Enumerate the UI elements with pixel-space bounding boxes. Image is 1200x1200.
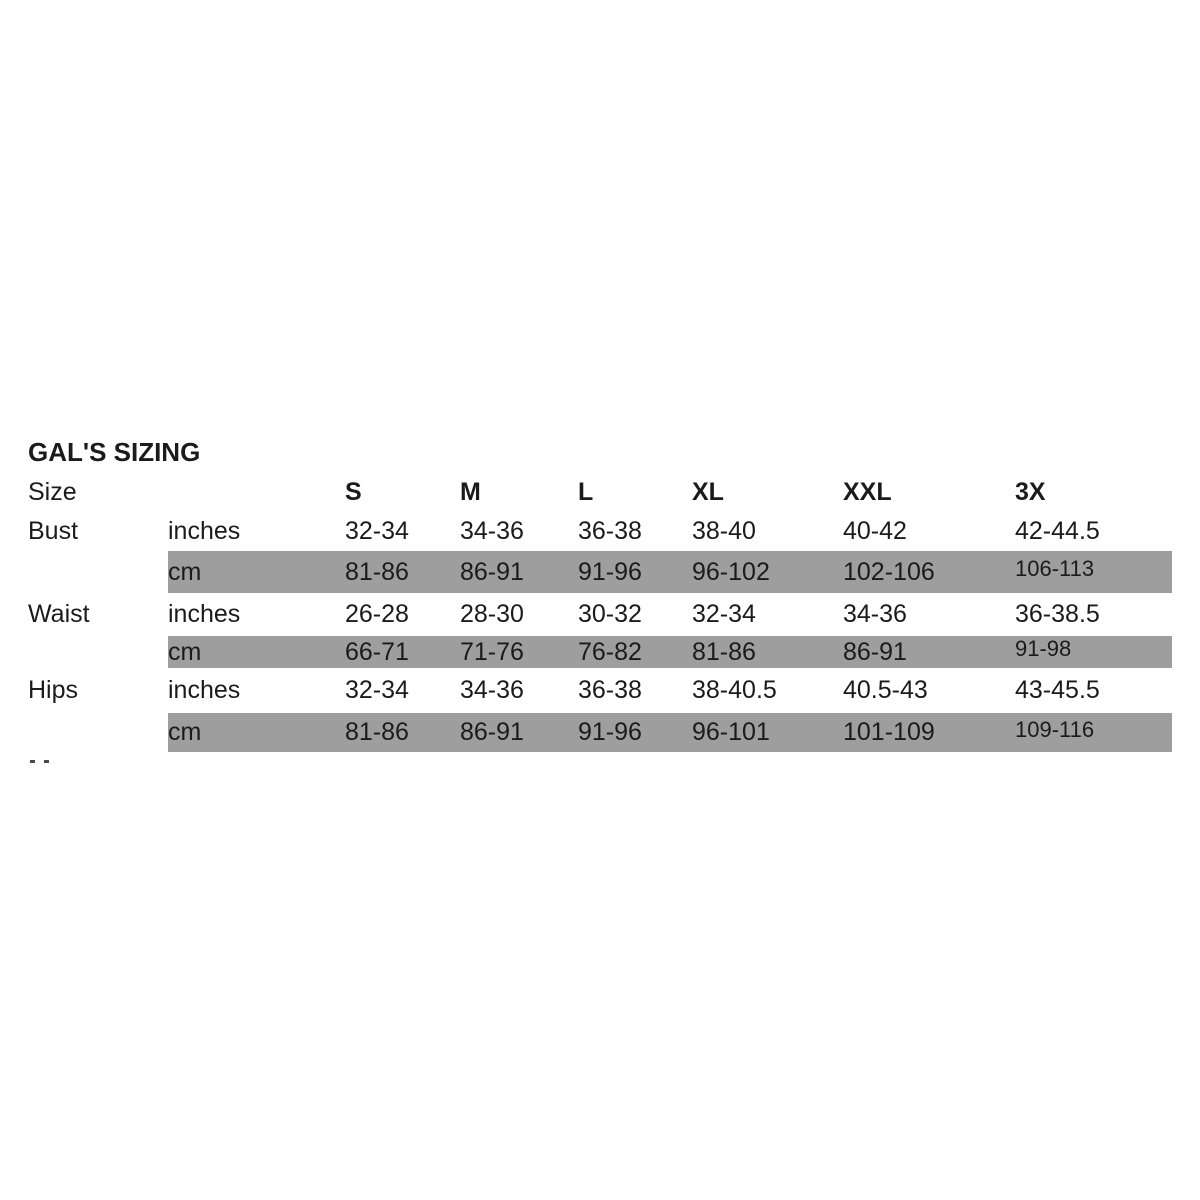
cell-hips-cm-l: 91-96: [578, 718, 642, 746]
size-corner-label: Size: [28, 478, 77, 506]
bust-cm-row: [28, 551, 1172, 593]
cell-bust-inches-3x: 42-44.5: [1015, 517, 1100, 545]
table-title-row: [28, 432, 1172, 472]
hips-cm-row: [28, 713, 1172, 752]
cell-bust-inches-xl: 38-40: [692, 517, 756, 545]
cell-waist-inches-m: 28-30: [460, 600, 524, 628]
size-header-row: [28, 472, 1172, 512]
truncated-glyph-dot: [30, 760, 35, 763]
bust-inches-row: [28, 512, 1172, 551]
cell-bust-cm-xl: 96-102: [692, 558, 770, 586]
truncated-glyph-dot: [44, 760, 49, 763]
cell-waist-inches-3x: 36-38.5: [1015, 600, 1100, 628]
cell-bust-inches-l: 36-38: [578, 517, 642, 545]
cell-bust-cm-s: 81-86: [345, 558, 409, 586]
cell-waist-inches-s: 26-28: [345, 600, 409, 628]
cell-waist-inches-xl: 32-34: [692, 600, 756, 628]
truncated-text-marks: [30, 760, 49, 763]
empty-cell: [168, 472, 345, 512]
unit-label-inches: inches: [168, 600, 241, 628]
cell-bust-cm-xxl: 102-106: [843, 558, 935, 586]
size-header-s: S: [345, 478, 362, 506]
size-header-xl: XL: [692, 478, 724, 506]
cell-waist-inches-l: 30-32: [578, 600, 642, 628]
cell-waist-cm-3x: 91-98: [1015, 636, 1072, 661]
cell-hips-inches-xl: 38-40.5: [692, 676, 777, 704]
cell-hips-inches-l: 36-38: [578, 676, 642, 704]
page-title: GAL'S SIZING: [28, 437, 201, 467]
cell-bust-cm-l: 91-96: [578, 558, 642, 586]
size-header-xxl: XXL: [843, 478, 892, 506]
cell-waist-cm-s: 66-71: [345, 638, 409, 666]
cell-waist-cm-xl: 81-86: [692, 638, 756, 666]
cell-hips-cm-xl: 96-101: [692, 718, 770, 746]
cell-hips-cm-s: 81-86: [345, 718, 409, 746]
unit-label-inches: inches: [168, 676, 241, 704]
waist-inches-row: [28, 593, 1172, 636]
row-label-hips: Hips: [28, 676, 79, 704]
unit-label-cm: cm: [168, 718, 202, 746]
size-header-l: L: [578, 478, 594, 506]
size-header-m: M: [460, 478, 481, 506]
hips-inches-row: [28, 668, 1172, 713]
cell-hips-inches-m: 34-36: [460, 676, 524, 704]
cell-hips-cm-3x: 109-116: [1015, 717, 1095, 742]
sizing-table: [28, 0, 1172, 752]
cell-bust-inches-m: 34-36: [460, 517, 524, 545]
cell-bust-inches-s: 32-34: [345, 517, 409, 545]
cell-bust-inches-xxl: 40-42: [843, 517, 907, 545]
waist-cm-row: [28, 636, 1172, 668]
cell-bust-cm-m: 86-91: [460, 558, 524, 586]
cell-waist-cm-xxl: 86-91: [843, 638, 907, 666]
unit-label-cm: cm: [168, 558, 202, 586]
unit-label-inches: inches: [168, 517, 241, 545]
cell-hips-cm-m: 86-91: [460, 718, 524, 746]
cell-waist-cm-l: 76-82: [578, 638, 642, 666]
cell-hips-inches-s: 32-34: [345, 676, 409, 704]
cell-hips-cm-xxl: 101-109: [843, 718, 935, 746]
cell-bust-cm-3x: 106-113: [1015, 556, 1095, 581]
cell-hips-inches-3x: 43-45.5: [1015, 676, 1100, 704]
row-label-waist: Waist: [28, 600, 90, 628]
cell-waist-inches-xxl: 34-36: [843, 600, 907, 628]
empty-cell: [28, 636, 168, 668]
cell-waist-cm-m: 71-76: [460, 638, 524, 666]
row-label-bust: Bust: [28, 517, 79, 545]
unit-label-cm: cm: [168, 638, 202, 666]
size-header-3x: 3X: [1015, 478, 1046, 506]
cell-hips-inches-xxl: 40.5-43: [843, 676, 928, 704]
empty-cell: [28, 713, 168, 752]
empty-cell: [28, 551, 168, 593]
